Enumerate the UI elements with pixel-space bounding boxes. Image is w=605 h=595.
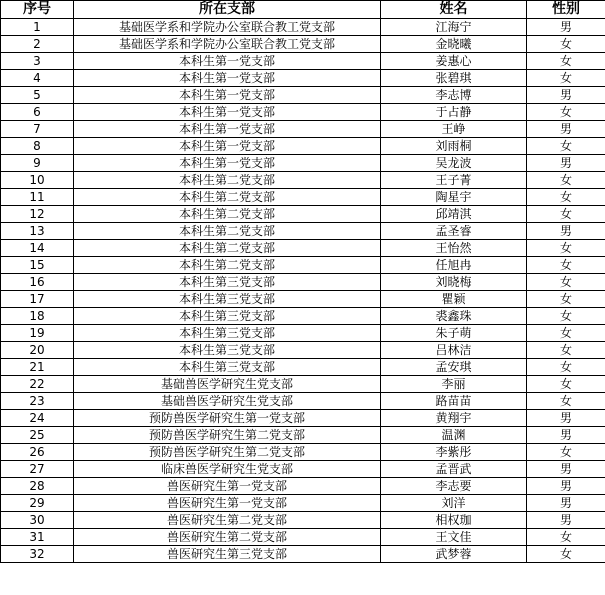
table-row [1,325,605,342]
cell-name: 相权珈 [381,512,527,529]
cell-branch: 本科生第三党支部 [74,274,381,291]
cell-gender: 女 [527,291,605,308]
cell-name: 瞿颖 [381,291,527,308]
cell-index: 11 [1,189,74,206]
table-row [1,376,605,393]
table-row [1,342,605,359]
cell-name: 于占静 [381,104,527,121]
cell-name: 陶星宇 [381,189,527,206]
cell-name: 吕林洁 [381,342,527,359]
cell-branch: 本科生第三党支部 [74,308,381,325]
cell-branch: 本科生第二党支部 [74,257,381,274]
cell-gender: 男 [527,512,605,529]
cell-gender: 女 [527,274,605,291]
cell-index: 15 [1,257,74,274]
table-row [1,104,605,121]
cell-branch: 本科生第二党支部 [74,206,381,223]
cell-branch: 兽医研究生第一党支部 [74,478,381,495]
cell-gender: 男 [527,121,605,138]
cell-name: 李志要 [381,478,527,495]
table-row [1,410,605,427]
cell-branch: 临床兽医学研究生党支部 [74,461,381,478]
cell-gender: 女 [527,206,605,223]
table-row [1,19,605,36]
cell-name: 刘晓梅 [381,274,527,291]
table-row [1,70,605,87]
cell-index: 20 [1,342,74,359]
cell-index: 29 [1,495,74,512]
cell-gender: 女 [527,393,605,410]
table-row [1,121,605,138]
cell-name: 江海宁 [381,19,527,36]
cell-index: 8 [1,138,74,155]
cell-name: 路苗苗 [381,393,527,410]
cell-branch: 本科生第三党支部 [74,325,381,342]
cell-name: 王子菁 [381,172,527,189]
cell-index: 12 [1,206,74,223]
cell-branch: 本科生第三党支部 [74,342,381,359]
table-row [1,240,605,257]
table-row [1,359,605,376]
cell-index: 7 [1,121,74,138]
cell-branch: 本科生第二党支部 [74,223,381,240]
cell-index: 13 [1,223,74,240]
table-row [1,138,605,155]
cell-name: 孟圣睿 [381,223,527,240]
cell-gender: 女 [527,546,605,563]
cell-name: 孟安琪 [381,359,527,376]
cell-gender: 女 [527,53,605,70]
table-row [1,257,605,274]
cell-gender: 男 [527,478,605,495]
cell-gender: 男 [527,87,605,104]
table-row [1,308,605,325]
cell-branch: 基础兽医学研究生党支部 [74,393,381,410]
cell-index: 10 [1,172,74,189]
table-row [1,189,605,206]
cell-index: 23 [1,393,74,410]
cell-name: 刘洋 [381,495,527,512]
cell-name: 朱子萌 [381,325,527,342]
cell-branch: 本科生第二党支部 [74,172,381,189]
cell-name: 金晓曦 [381,36,527,53]
cell-name: 孟晋武 [381,461,527,478]
cell-gender: 男 [527,155,605,172]
header-name: 姓名 [381,1,527,19]
cell-gender: 女 [527,359,605,376]
cell-branch: 兽医研究生第二党支部 [74,512,381,529]
cell-gender: 男 [527,410,605,427]
cell-gender: 女 [527,138,605,155]
cell-branch: 兽医研究生第一党支部 [74,495,381,512]
cell-index: 5 [1,87,74,104]
cell-name: 李志博 [381,87,527,104]
cell-branch: 预防兽医学研究生第二党支部 [74,427,381,444]
cell-name: 裘鑫珠 [381,308,527,325]
cell-branch: 本科生第一党支部 [74,70,381,87]
cell-name: 吴龙波 [381,155,527,172]
cell-index: 30 [1,512,74,529]
cell-gender: 男 [527,495,605,512]
table-row [1,444,605,461]
cell-gender: 女 [527,308,605,325]
cell-branch: 基础兽医学研究生党支部 [74,376,381,393]
cell-index: 9 [1,155,74,172]
table-row [1,274,605,291]
cell-index: 25 [1,427,74,444]
cell-name: 刘雨桐 [381,138,527,155]
cell-branch: 本科生第三党支部 [74,291,381,308]
cell-branch: 本科生第三党支部 [74,359,381,376]
cell-gender: 女 [527,104,605,121]
header-gender: 性别 [527,1,605,19]
cell-index: 24 [1,410,74,427]
cell-index: 1 [1,19,74,36]
cell-gender: 男 [527,461,605,478]
cell-index: 22 [1,376,74,393]
cell-gender: 女 [527,189,605,206]
cell-gender: 女 [527,172,605,189]
table-row [1,291,605,308]
header-index: 序号 [1,1,74,19]
cell-name: 邱靖淇 [381,206,527,223]
cell-name: 武梦蓉 [381,546,527,563]
table-body [1,19,605,563]
table-row [1,36,605,53]
cell-gender: 女 [527,70,605,87]
cell-branch: 兽医研究生第三党支部 [74,546,381,563]
cell-name: 张碧琪 [381,70,527,87]
cell-branch: 基础医学系和学院办公室联合教工党支部 [74,19,381,36]
header-row [1,1,605,19]
table-row [1,529,605,546]
cell-gender: 女 [527,444,605,461]
table-row [1,206,605,223]
table-row [1,87,605,104]
cell-branch: 本科生第一党支部 [74,138,381,155]
table-row [1,478,605,495]
cell-branch: 本科生第一党支部 [74,121,381,138]
cell-name: 任旭冉 [381,257,527,274]
cell-branch: 本科生第一党支部 [74,53,381,70]
table-row [1,223,605,240]
cell-branch: 本科生第二党支部 [74,240,381,257]
cell-name: 温渊 [381,427,527,444]
table-row [1,427,605,444]
table-row [1,172,605,189]
cell-name: 王怡然 [381,240,527,257]
table-row [1,155,605,172]
cell-branch: 预防兽医学研究生第二党支部 [74,444,381,461]
cell-index: 16 [1,274,74,291]
cell-index: 6 [1,104,74,121]
cell-gender: 男 [527,19,605,36]
cell-gender: 女 [527,240,605,257]
cell-gender: 女 [527,325,605,342]
cell-gender: 女 [527,342,605,359]
cell-index: 26 [1,444,74,461]
cell-index: 3 [1,53,74,70]
cell-index: 31 [1,529,74,546]
cell-branch: 本科生第一党支部 [74,87,381,104]
cell-gender: 女 [527,257,605,274]
cell-index: 32 [1,546,74,563]
cell-name: 李紫彤 [381,444,527,461]
table-row [1,546,605,563]
cell-branch: 本科生第二党支部 [74,189,381,206]
cell-name: 王文佳 [381,529,527,546]
cell-index: 4 [1,70,74,87]
cell-gender: 女 [527,36,605,53]
cell-index: 27 [1,461,74,478]
table-row [1,461,605,478]
cell-gender: 女 [527,529,605,546]
cell-branch: 基础医学系和学院办公室联合教工党支部 [74,36,381,53]
cell-gender: 男 [527,427,605,444]
table-row [1,495,605,512]
cell-name: 李丽 [381,376,527,393]
cell-index: 18 [1,308,74,325]
cell-name: 姜惠心 [381,53,527,70]
cell-gender: 女 [527,376,605,393]
cell-branch: 兽医研究生第二党支部 [74,529,381,546]
table-row [1,53,605,70]
cell-branch: 本科生第一党支部 [74,104,381,121]
cell-index: 21 [1,359,74,376]
cell-index: 14 [1,240,74,257]
table-row [1,393,605,410]
cell-name: 黄翔宇 [381,410,527,427]
cell-name: 王峥 [381,121,527,138]
cell-index: 28 [1,478,74,495]
cell-branch: 本科生第一党支部 [74,155,381,172]
cell-index: 19 [1,325,74,342]
header-branch: 所在支部 [74,1,381,19]
table-row [1,512,605,529]
cell-branch: 预防兽医学研究生第一党支部 [74,410,381,427]
cell-index: 2 [1,36,74,53]
cell-index: 17 [1,291,74,308]
cell-gender: 男 [527,223,605,240]
